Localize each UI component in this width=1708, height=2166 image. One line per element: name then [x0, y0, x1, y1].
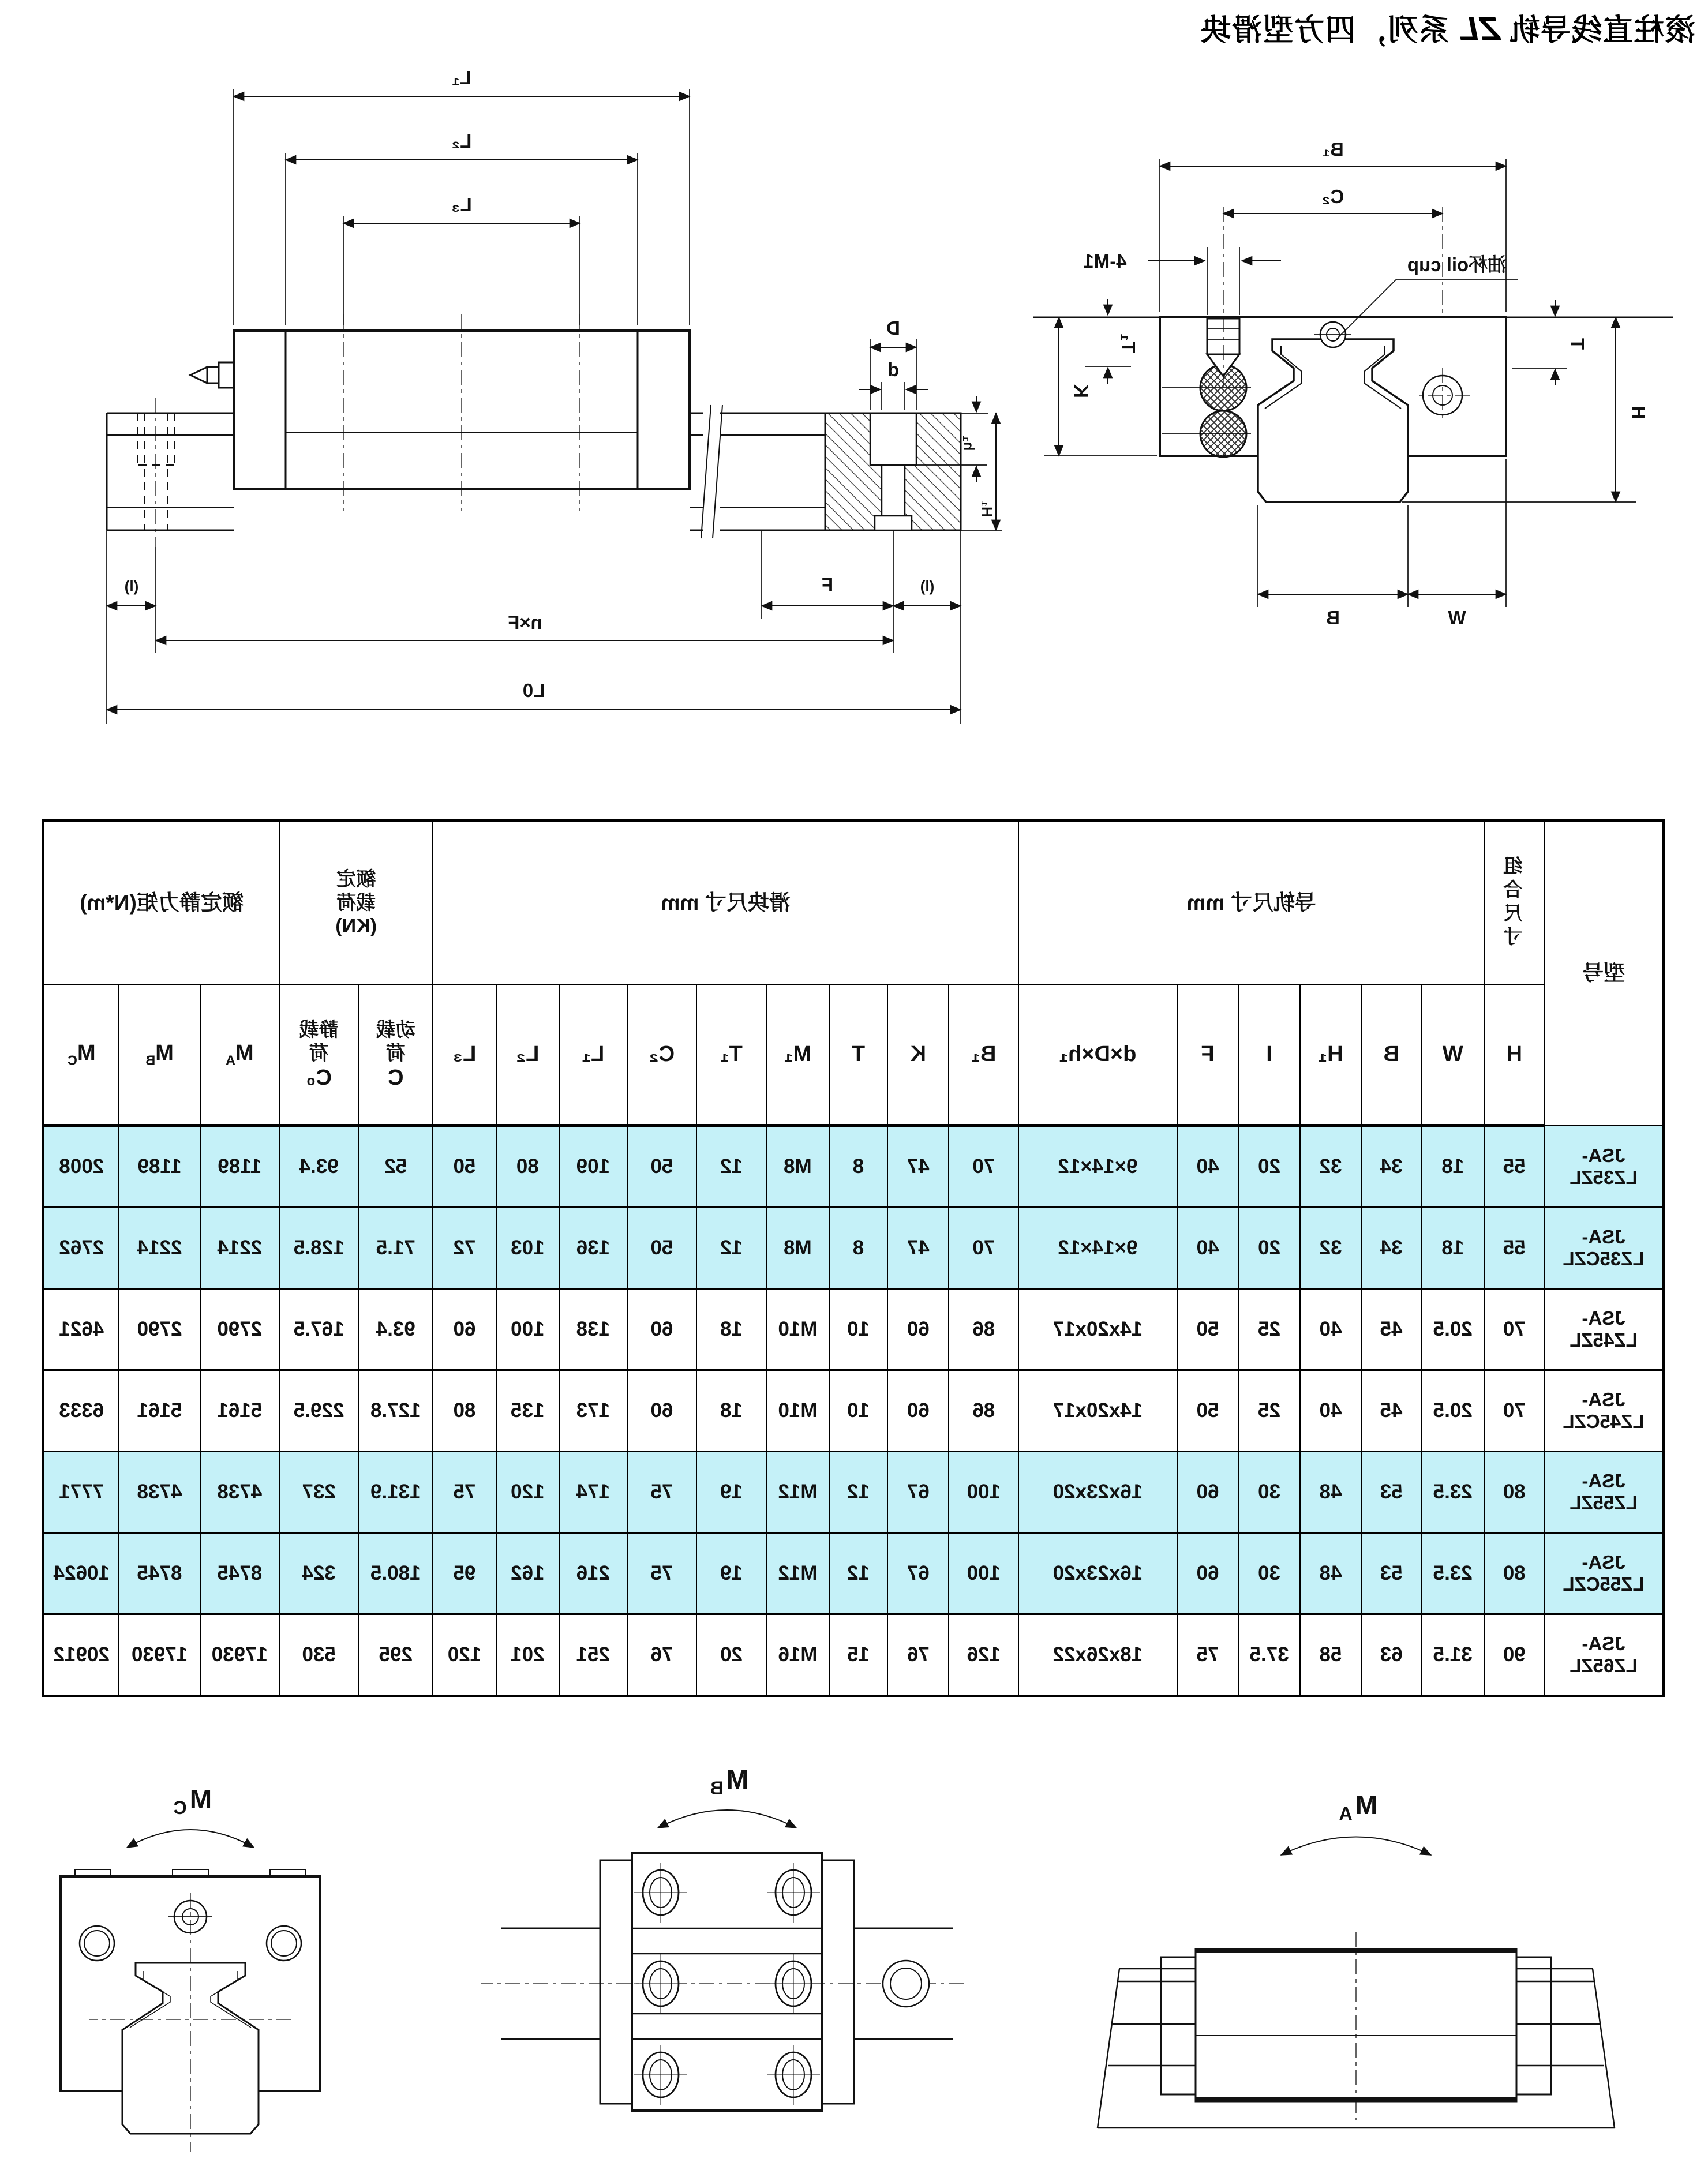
value-cell: 60: [887, 1289, 949, 1370]
table-row: [43, 1370, 1664, 1452]
value-cell: 47: [887, 1126, 949, 1208]
col-header-l2: L₂: [496, 985, 559, 1126]
ma-moment-diagram: [1050, 1777, 1662, 2135]
static-load-symbol: C₀: [306, 1065, 332, 1090]
model-cell: JSA- LZ65ZL: [1544, 1614, 1664, 1696]
value-cell: 75: [627, 1452, 697, 1533]
value-cell: M10: [766, 1370, 829, 1452]
value-cell: 10: [829, 1370, 887, 1452]
moment-arrow: [658, 1810, 796, 1828]
label-d-low: d: [887, 359, 900, 380]
value-cell: 162: [496, 1533, 559, 1614]
value-cell: 9×14×12: [1018, 1126, 1177, 1208]
value-cell: 32: [1300, 1208, 1362, 1289]
value-cell: 14x20x17: [1018, 1289, 1177, 1370]
value-cell: 70: [949, 1126, 1018, 1208]
value-cell: 8: [829, 1208, 887, 1289]
endcap: [1516, 1957, 1551, 2094]
col-header-w: W: [1421, 985, 1484, 1126]
value-cell: 18: [1421, 1208, 1484, 1289]
cross-section-drawing: [1021, 138, 1685, 710]
col-header-dynamic-load: [358, 985, 433, 1126]
value-cell: 324: [279, 1533, 358, 1614]
value-cell: 55: [1484, 1126, 1544, 1208]
block-holes: [634, 1863, 820, 2105]
value-cell: 58: [1300, 1614, 1362, 1696]
value-cell: 86: [949, 1289, 1018, 1370]
label-l-left: (l): [920, 578, 935, 595]
value-cell: 201: [496, 1614, 559, 1696]
label-w: W: [1448, 607, 1466, 628]
value-cell: 12: [829, 1452, 887, 1533]
value-cell: 67: [887, 1452, 949, 1533]
value-cell: 80: [496, 1126, 559, 1208]
value-cell: 18: [696, 1289, 766, 1370]
value-cell: 30: [1238, 1533, 1300, 1614]
oil-cup-leader: [1336, 279, 1518, 339]
value-cell: 67: [887, 1533, 949, 1614]
value-cell: 18: [696, 1370, 766, 1452]
value-cell: 32: [1300, 1126, 1362, 1208]
col-header-mc: [43, 985, 119, 1126]
label-oil-cup: 油杯oil cup: [1407, 254, 1507, 275]
value-cell: 120: [433, 1614, 496, 1696]
value-cell: 52: [358, 1126, 433, 1208]
label-l3: L₃: [451, 194, 472, 215]
static-load-zh: 静载荷: [299, 1019, 339, 1065]
side-hole: [84, 1931, 110, 1956]
rail-hole: [890, 1968, 922, 1999]
label-c2: C₂: [1321, 186, 1344, 207]
value-cell: 20.5: [1421, 1289, 1484, 1370]
value-cell: 16x23x20: [1018, 1533, 1177, 1614]
value-cell: 34: [1361, 1126, 1421, 1208]
value-cell: 76: [887, 1614, 949, 1696]
col-header-dxdxh1: d×D×h₁: [1018, 985, 1177, 1126]
value-cell: 17930: [119, 1614, 200, 1696]
label-b: B: [1326, 607, 1340, 628]
label-l2: L₂: [451, 130, 472, 152]
value-cell: 7771: [43, 1452, 119, 1533]
value-cell: 48: [1300, 1452, 1362, 1533]
value-cell: 63: [1361, 1614, 1421, 1696]
value-cell: 103: [496, 1208, 559, 1289]
mc-sub: C: [67, 1052, 77, 1068]
value-cell: 2762: [43, 1208, 119, 1289]
value-cell: 173: [559, 1370, 627, 1452]
endcap: [600, 1860, 632, 2104]
value-cell: 37.5: [1238, 1614, 1300, 1696]
col-header-t1: T₁: [696, 985, 766, 1126]
dynamic-load-symbol: C: [388, 1065, 404, 1090]
ma-main: M: [235, 1041, 254, 1066]
assembly-vertical-label: 组合尺寸: [1503, 856, 1525, 950]
table-row: [43, 1452, 1664, 1533]
col-header-h1: H₁: [1300, 985, 1362, 1126]
value-cell: 2790: [119, 1289, 200, 1370]
value-cell: 136: [559, 1208, 627, 1289]
value-cell: 2214: [200, 1208, 279, 1289]
col-header-b1: B₁: [949, 985, 1018, 1126]
value-cell: 2008: [43, 1126, 119, 1208]
label-ma-sub: A: [1339, 1803, 1353, 1824]
value-cell: 167.5: [279, 1289, 358, 1370]
title-series: ZL: [1457, 10, 1500, 48]
value-cell: 86: [949, 1370, 1018, 1452]
col-header-h: H: [1484, 985, 1544, 1126]
label-l1: L₁: [452, 67, 471, 88]
value-cell: 12: [829, 1533, 887, 1614]
value-cell: M8: [766, 1208, 829, 1289]
value-cell: 20: [1238, 1208, 1300, 1289]
col-group-load: [279, 821, 433, 985]
value-cell: 126: [949, 1614, 1018, 1696]
col-group-block: 滑块尺寸 mm: [433, 821, 1018, 985]
side-view-drawing: [58, 52, 1004, 773]
value-cell: 34: [1361, 1208, 1421, 1289]
value-cell: 53: [1361, 1533, 1421, 1614]
value-cell: 12: [696, 1208, 766, 1289]
value-cell: 5161: [200, 1370, 279, 1452]
value-cell: 229.5: [279, 1370, 358, 1452]
value-cell: 16x23x20: [1018, 1452, 1177, 1533]
value-cell: 128.5: [279, 1208, 358, 1289]
col-header-m1: M₁: [766, 985, 829, 1126]
value-cell: M10: [766, 1289, 829, 1370]
value-cell: 23.5: [1421, 1452, 1484, 1533]
value-cell: 72: [433, 1208, 496, 1289]
value-cell: 100: [496, 1289, 559, 1370]
mb-main: M: [155, 1041, 174, 1066]
value-cell: 18x26x22: [1018, 1614, 1177, 1696]
label-f: F: [821, 574, 834, 595]
value-cell: 25: [1238, 1370, 1300, 1452]
value-cell: 530: [279, 1614, 358, 1696]
title-prefix: 滚柱直线导轨: [1508, 14, 1695, 47]
hidden-hole: [137, 398, 174, 547]
value-cell: 25: [1238, 1289, 1300, 1370]
break-mark: [713, 405, 722, 538]
value-cell: 40: [1300, 1370, 1362, 1452]
table-row: [43, 1208, 1664, 1289]
label-d-cap: D: [886, 317, 900, 339]
dynamic-load-zh: 动载荷: [376, 1019, 415, 1065]
counterbore-narrow: [882, 465, 905, 516]
header-group-row: [43, 821, 1664, 985]
value-cell: 50: [627, 1126, 697, 1208]
model-cell: JSA- LZ35CZL: [1544, 1208, 1664, 1289]
value-cell: 19: [696, 1452, 766, 1533]
value-cell: 12: [696, 1126, 766, 1208]
value-cell: 60: [627, 1289, 697, 1370]
value-cell: 8745: [200, 1533, 279, 1614]
value-cell: 9×14×12: [1018, 1208, 1177, 1289]
value-cell: 2214: [119, 1208, 200, 1289]
value-cell: 55: [1484, 1208, 1544, 1289]
table-row: [43, 1614, 1664, 1696]
value-cell: 4738: [200, 1452, 279, 1533]
value-cell: 23.5: [1421, 1533, 1484, 1614]
value-cell: 19: [696, 1533, 766, 1614]
moment-arrow: [127, 1830, 254, 1848]
value-cell: 60: [627, 1370, 697, 1452]
col-header-l3: L₃: [433, 985, 496, 1126]
value-cell: M12: [766, 1452, 829, 1533]
value-cell: 47: [887, 1208, 949, 1289]
value-cell: 40: [1300, 1289, 1362, 1370]
value-cell: 100: [949, 1452, 1018, 1533]
value-cell: 75: [1177, 1614, 1239, 1696]
value-cell: 50: [627, 1208, 697, 1289]
value-cell: 90: [1484, 1614, 1544, 1696]
value-cell: M12: [766, 1533, 829, 1614]
label-mc-sub: C: [173, 1797, 187, 1818]
value-cell: 8: [829, 1126, 887, 1208]
label-mb: M: [726, 1764, 749, 1794]
moment-arrow: [1281, 1837, 1431, 1856]
side-hole: [271, 1931, 297, 1956]
value-cell: 180.5: [358, 1533, 433, 1614]
value-cell: 20912: [43, 1614, 119, 1696]
mb-sub: B: [145, 1052, 156, 1068]
ma-sub: A: [225, 1052, 235, 1068]
value-cell: 60: [887, 1370, 949, 1452]
value-cell: 10624: [43, 1533, 119, 1614]
value-cell: 95: [433, 1533, 496, 1614]
label-k: K: [1070, 384, 1092, 398]
label-mb-sub: B: [710, 1778, 724, 1798]
value-cell: 80: [1484, 1533, 1544, 1614]
value-cell: 1189: [200, 1126, 279, 1208]
mc-moment-diagram: [35, 1777, 346, 2158]
mb-moment-diagram: [467, 1754, 987, 2158]
grease-nipple-icon: [190, 362, 234, 388]
col-group-moment: 额定静力矩(N*m): [43, 821, 279, 985]
value-cell: 93.4: [279, 1126, 358, 1208]
load-group-label: 额定载荷(KN): [335, 868, 377, 938]
value-cell: 109: [559, 1126, 627, 1208]
value-cell: 15: [829, 1614, 887, 1696]
value-cell: 50: [1177, 1370, 1239, 1452]
value-cell: M16: [766, 1614, 829, 1696]
counterbore-flare: [875, 516, 912, 530]
col-header-k: K: [887, 985, 949, 1126]
col-header-i: I: [1238, 985, 1300, 1126]
value-cell: 1189: [119, 1126, 200, 1208]
table-row: [43, 1289, 1664, 1370]
table-row: [43, 1533, 1664, 1614]
value-cell: 80: [433, 1370, 496, 1452]
label-ma: M: [1355, 1790, 1378, 1820]
value-cell: 40: [1177, 1126, 1239, 1208]
header-sub-row: [43, 985, 1664, 1126]
label-h1-small: h₁: [960, 435, 977, 451]
value-cell: 40: [1177, 1208, 1239, 1289]
value-cell: 60: [433, 1289, 496, 1370]
value-cell: 20.5: [1421, 1370, 1484, 1452]
label-nxf: n×F: [508, 612, 542, 633]
label-h: H: [1628, 406, 1649, 419]
col-header-mb: [119, 985, 200, 1126]
label-h1-big: H₁: [979, 500, 996, 518]
rail-profile: [1258, 339, 1408, 502]
value-cell: 14x20x17: [1018, 1370, 1177, 1452]
col-header-c2: C₂: [627, 985, 697, 1126]
value-cell: 237: [279, 1452, 358, 1533]
model-cell: JSA- LZ55ZL: [1544, 1452, 1664, 1533]
value-cell: 93.4: [358, 1289, 433, 1370]
counterbore-wide: [870, 413, 916, 465]
value-cell: 251: [559, 1614, 627, 1696]
value-cell: 71.5: [358, 1208, 433, 1289]
col-header-model: 型号: [1544, 821, 1664, 1126]
value-cell: 127.8: [358, 1370, 433, 1452]
value-cell: 5161: [119, 1370, 200, 1452]
value-cell: 75: [627, 1533, 697, 1614]
value-cell: 45: [1361, 1289, 1421, 1370]
spec-table: [42, 819, 1665, 1697]
value-cell: 10: [829, 1289, 887, 1370]
value-cell: 53: [1361, 1452, 1421, 1533]
label-b1: B₁: [1322, 138, 1344, 160]
value-cell: 50: [1177, 1289, 1239, 1370]
table-row: [43, 1126, 1664, 1208]
value-cell: M8: [766, 1126, 829, 1208]
col-header-t: T: [829, 985, 887, 1126]
value-cell: 4738: [119, 1452, 200, 1533]
value-cell: 20: [1238, 1126, 1300, 1208]
col-header-b: B: [1361, 985, 1421, 1126]
model-cell: JSA- LZ45ZL: [1544, 1289, 1664, 1370]
value-cell: 4621: [43, 1289, 119, 1370]
value-cell: 6333: [43, 1370, 119, 1452]
value-cell: 75: [433, 1452, 496, 1533]
value-cell: 48: [1300, 1533, 1362, 1614]
col-header-static-load: [279, 985, 358, 1126]
value-cell: 17930: [200, 1614, 279, 1696]
model-cell: JSA- LZ55CZL: [1544, 1533, 1664, 1614]
label-4m1: 4-M1: [1083, 250, 1127, 272]
endcap: [1161, 1957, 1196, 2094]
value-cell: 76: [627, 1614, 697, 1696]
value-cell: 174: [559, 1452, 627, 1533]
col-header-f: F: [1177, 985, 1239, 1126]
value-cell: 131.9: [358, 1452, 433, 1533]
value-cell: 50: [433, 1126, 496, 1208]
col-header-l1: L₁: [559, 985, 627, 1126]
col-header-ma: [200, 985, 279, 1126]
value-cell: 100: [949, 1533, 1018, 1614]
endcap: [822, 1860, 854, 2104]
value-cell: 70: [1484, 1289, 1544, 1370]
label-l0: L0: [522, 680, 545, 701]
break-mark: [701, 405, 711, 538]
value-cell: 295: [358, 1614, 433, 1696]
value-cell: 70: [1484, 1370, 1544, 1452]
value-cell: 60: [1177, 1452, 1239, 1533]
value-cell: 2790: [200, 1289, 279, 1370]
col-header-assembly: [1484, 821, 1544, 985]
value-cell: 30: [1238, 1452, 1300, 1533]
page-title: [1200, 6, 1695, 49]
value-cell: 80: [1484, 1452, 1544, 1533]
label-t1: T₁: [1118, 333, 1139, 353]
value-cell: 216: [559, 1533, 627, 1614]
value-cell: 31.5: [1421, 1614, 1484, 1696]
model-cell: JSA- LZ45CZL: [1544, 1370, 1664, 1452]
value-cell: 20: [696, 1614, 766, 1696]
value-cell: 18: [1421, 1126, 1484, 1208]
value-cell: 135: [496, 1370, 559, 1452]
label-l-right: (l): [124, 578, 139, 595]
label-t: T: [1567, 338, 1588, 350]
value-cell: 60: [1177, 1533, 1239, 1614]
mc-main: M: [77, 1041, 96, 1066]
col-group-rail: 导轨尺寸 mm: [1018, 821, 1484, 985]
spec-table-body: [43, 1126, 1664, 1696]
value-cell: 70: [949, 1208, 1018, 1289]
value-cell: 45: [1361, 1370, 1421, 1452]
value-cell: 138: [559, 1289, 627, 1370]
value-cell: 8745: [119, 1533, 200, 1614]
model-cell: JSA- LZ35ZL: [1544, 1126, 1664, 1208]
label-mc: M: [189, 1784, 212, 1814]
value-cell: 120: [496, 1452, 559, 1533]
title-suffix: 系列，四方型滑块: [1200, 14, 1449, 47]
